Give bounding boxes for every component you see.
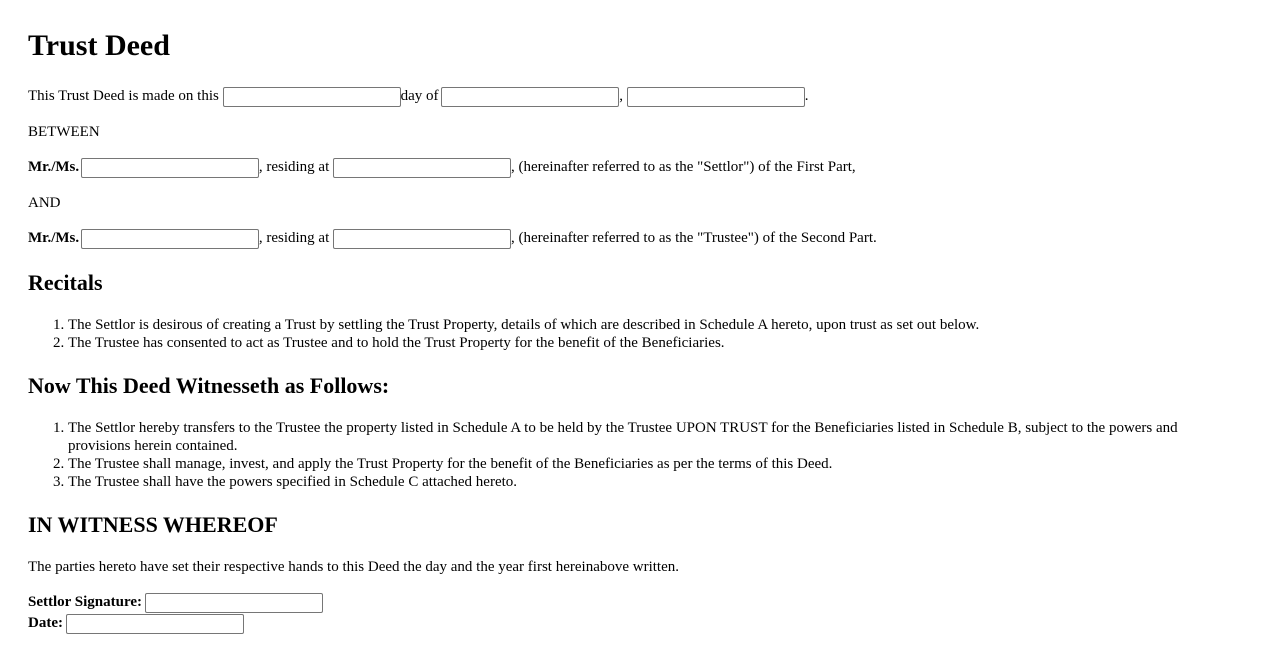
settlor-line [28,157,856,178]
trustee-line [28,228,877,249]
witnesseth-heading: Now This Deed Witnesseth as Follows: [28,373,390,398]
recital-item: 2. The Trustee has consented to act as Trustee and to hold the Trust Property for the benefit of the Beneficiaries. [68,334,1228,352]
between-label: BETWEEN [28,124,100,140]
in-witness-heading: IN WITNESS WHEREOF [28,512,278,537]
settlor-suffix: , (hereinafter referred to as the "Settlor") of the First Part, [511,159,856,175]
date-period: . [804,88,809,104]
settlor-name-field[interactable] [81,158,259,178]
in-witness-text: The parties hereto have set their respective hands to this Deed the day and the year first hereinabove written. [28,559,679,575]
trustee-address-field[interactable] [333,229,511,249]
trustee-title-label: Mr./Ms. [28,230,80,246]
witnesseth-item: 2. The Trustee shall manage, invest, and apply the Trust Property for the benefit of the Beneficiaries as per the terms of this Deed. [68,455,1228,473]
trustee-suffix: , (hereinafter referred to as the "Trustee") of the Second Part. [511,230,877,246]
date-label: Date: [28,615,63,631]
witnesseth-item: 3. The Trustee shall have the powers specified in Schedule C attached hereto. [68,473,1228,491]
recitals-list [28,316,1228,352]
date-field[interactable] [66,614,244,634]
date-comma: , [619,88,623,104]
date-line [28,613,244,634]
trustee-name-field[interactable] [81,229,259,249]
intro-prefix: This Trust Deed is made on this [28,88,219,104]
settlor-signature-label: Settlor Signature: [28,594,143,610]
recital-item: 1. The Settlor is desirous of creating a Trust by settling the Trust Property, details of which are described in Schedule A hereto, upon trust as set out below. [68,316,1228,334]
year-field[interactable] [627,87,805,107]
settlor-address-field[interactable] [333,158,511,178]
settlor-signature-field[interactable] [145,593,323,613]
day-field[interactable] [223,87,401,107]
day-of-label: day of [400,88,439,104]
recitals-heading: Recitals [28,270,103,295]
trustee-residing-label: , residing at [258,230,330,246]
witnesseth-list [28,419,1228,491]
settlor-title-label: Mr./Ms. [28,159,80,175]
settlor-signature-line [28,592,323,613]
witnesseth-item: 1. The Settlor hereby transfers to the Trustee the property listed in Schedule A to be held by the Trustee UPON TRUST for the Beneficiaries listed in Schedule B, subject to the powers and provisions herein contained. [68,419,1228,455]
page-title: Trust Deed [28,29,170,62]
intro-line [28,86,809,107]
and-label: AND [28,195,61,211]
month-field[interactable] [441,87,619,107]
settlor-residing-label: , residing at [258,159,330,175]
